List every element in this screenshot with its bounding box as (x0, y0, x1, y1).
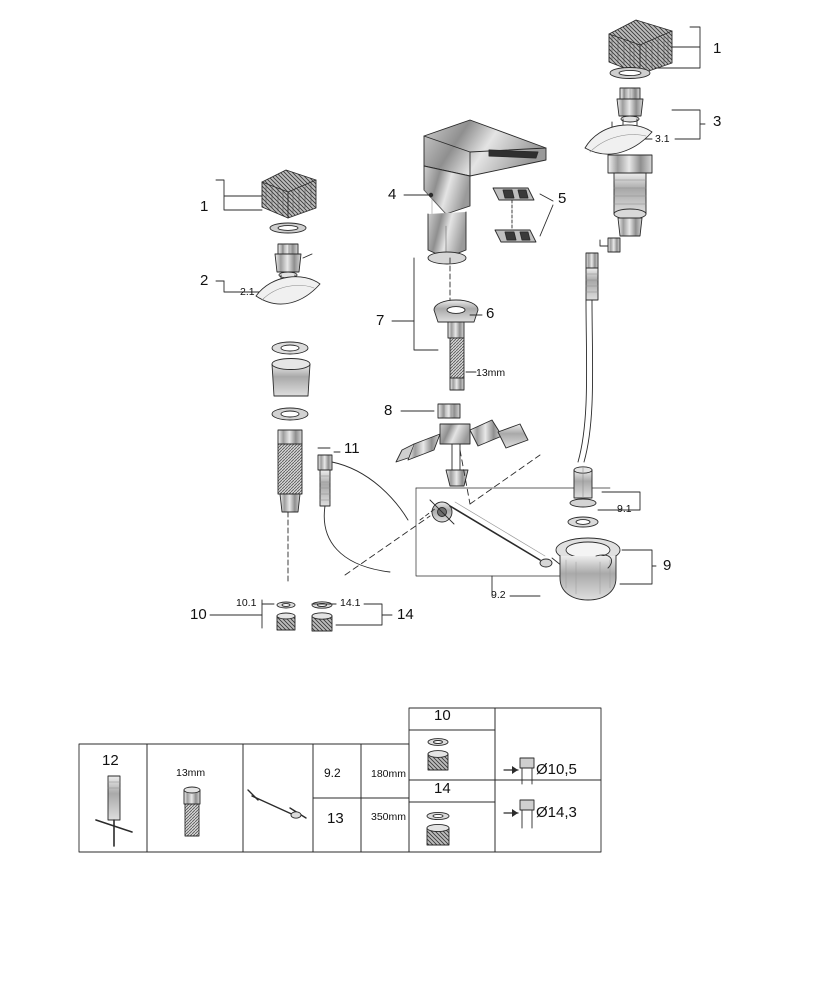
legend-label-12: 12 (102, 752, 119, 769)
legend-diameter-10-5: Ø10,5 (536, 761, 577, 778)
callout-3-1: 3.1 (655, 133, 670, 145)
callout-13mm: 13mm (476, 367, 506, 379)
callout-14: 14 (397, 606, 414, 623)
callout-4: 4 (388, 186, 397, 203)
callout-7: 7 (376, 312, 385, 329)
legend-label-13: 13 (327, 810, 344, 827)
callout-1-left: 1 (200, 198, 209, 215)
legend-diameter-14-3: Ø14,3 (536, 804, 577, 821)
callout-8: 8 (384, 402, 393, 419)
callout-9: 9 (663, 557, 672, 574)
callout-9-1: 9.1 (617, 503, 632, 515)
callout-2-1: 2.1 (240, 286, 255, 298)
callout-9-2: 9.2 (491, 589, 506, 601)
legend-label-350mm: 350mm (371, 811, 407, 823)
callout-14-1: 14.1 (340, 597, 361, 609)
callout-6: 6 (486, 305, 495, 322)
callout-1-top: 1 (713, 40, 722, 57)
legend-label-9-2: 9.2 (324, 766, 341, 780)
legend-label-13mm: 13mm (176, 767, 206, 779)
callout-3: 3 (713, 113, 722, 130)
callout-10: 10 (190, 606, 207, 623)
callout-11: 11 (344, 440, 360, 457)
legend-label-180mm: 180mm (371, 768, 407, 780)
legend-label-14: 14 (434, 780, 451, 797)
callout-5: 5 (558, 190, 567, 207)
callout-10-1: 10.1 (236, 597, 257, 609)
callout-2: 2 (200, 272, 209, 289)
legend-label-10: 10 (434, 707, 451, 724)
